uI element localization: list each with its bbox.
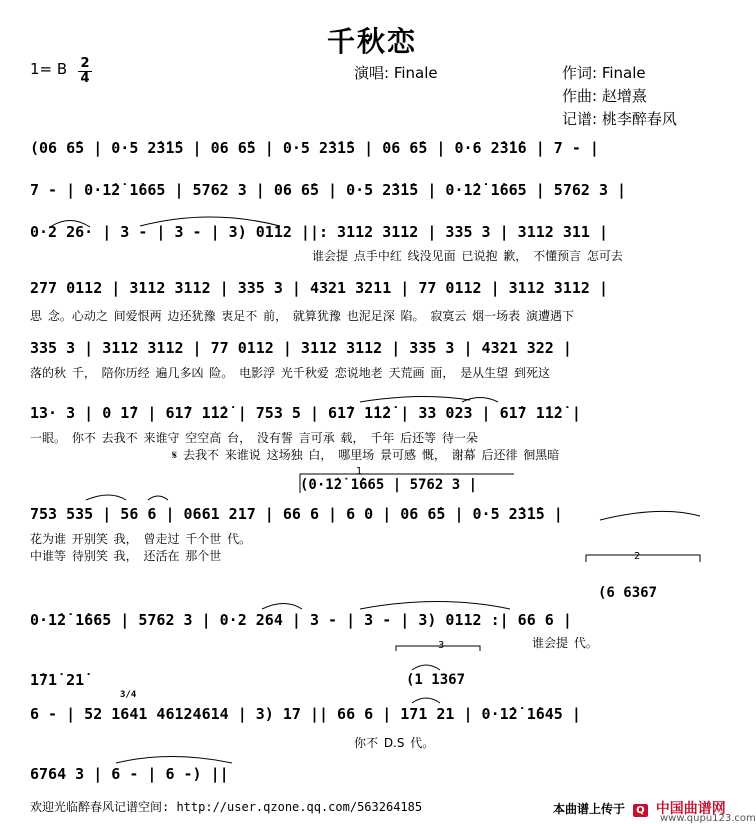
lyric-line: 落的秋 千， 陪你历经 遍几多凶 险。 电影浮 光千秋爱 恋说地老 天荒画 面， 是从生望 到死这 xyxy=(30,366,550,380)
lyric-line: 一眼。 你不 去我不 来谁守 空空高 台， 没有誓 言可承 载， 千年 后还等 待一朵 xyxy=(30,431,478,445)
score-title: 千秋恋 xyxy=(326,25,417,58)
site-logo-text[interactable]: 中国曲谱网 xyxy=(655,801,726,817)
tuplet-bracket xyxy=(586,555,700,562)
key-signature: 1= B xyxy=(30,60,68,78)
triplet-bracket xyxy=(396,646,480,651)
notation-line: 335 3 | 3112 3112 | 77 0112 | 3112 3112 | 335 3 | 4321 322 | xyxy=(30,339,572,357)
singer-credit: 演唱: Finale xyxy=(354,64,438,82)
lyric-line: 思 念。心动之 间爱恨两 边还犹豫 衷足不 前， 就算犹豫 也泥足深 陷。 寂寞云 烟一场表 演遭遇下 xyxy=(30,309,574,323)
slur xyxy=(600,511,700,520)
slur xyxy=(140,217,280,226)
slur xyxy=(50,221,90,228)
lyric-line: 中谁等 待别笑 我， 还活在 那个世 xyxy=(30,549,222,563)
time-signature: 2 4 xyxy=(78,58,92,85)
lyric-line: 花为谁 开别笑 我， 曾走过 千个世 代。 xyxy=(30,532,252,546)
slur xyxy=(360,396,470,402)
time-change-mark: 3/4 xyxy=(120,690,137,700)
volta-label: 1 xyxy=(356,466,363,477)
tuplet-label: 2 xyxy=(634,551,641,562)
transcriber-credit: 记谱: 桃李醉春风 xyxy=(562,110,677,128)
lyric-line: 𝄋 去我不 来谁说 这场独 白， 哪里场 景可感 慨， 谢幕 后还徘 徊黑暗 xyxy=(172,448,560,462)
notation-line: 277 0112 | 3112 3112 | 335 3 | 4321 3211 | 77 0112 | 3112 3112 | xyxy=(30,279,608,297)
notation-line: 753 535 | 56 6 | 0661 217 | 66 6 | 6 0 | 06 6̇5 | 0·5 2̇3̇1̇5 | xyxy=(30,505,563,523)
composer-credit: 作曲: 赵增熹 xyxy=(562,87,647,105)
notation-line: 7 - | 0·1̇2̇ 1̇665 | 5762 3 | 06 6̇5 | 0·5 2̇3̇1̇5 | 0·1̇2̇ 1̇665 | 5762 3 | xyxy=(30,181,627,199)
notation-line: 0·2 26· | 3 - | 3 - | 3) 0112 ||: 3112 3112 | 335 3 | 3112 311 | xyxy=(30,223,608,241)
footer-credit: 欢迎光临醉春风记谱空间: http://user.qzone.qq.com/563264185 xyxy=(30,800,423,814)
notation-line: (1 1367 xyxy=(406,672,466,688)
slur xyxy=(148,496,168,500)
slur xyxy=(86,495,126,500)
lyric-line: 谁会提 点手中红 线没见面 已说抱 歉， 不懂预言 怎可去 xyxy=(312,249,623,263)
volta-bracket xyxy=(300,474,514,493)
slur xyxy=(262,604,302,610)
lyricist-credit: 作词: Finale xyxy=(562,64,646,82)
notation-line: 1̇71̇ 21̇ xyxy=(30,671,85,689)
notation-line: (0·1̇2̇ 1̇665 | 5762 3 | xyxy=(300,477,478,493)
triplet-label: 3 xyxy=(438,640,445,651)
site-logo-icon: Q xyxy=(633,804,648,817)
slur xyxy=(462,398,498,403)
notation-line: (6 6367 xyxy=(598,585,658,601)
footer-upload-text: 本曲谱上传于 xyxy=(553,802,626,816)
notation-line: 6764 3 | 6 - | 6 -) || xyxy=(30,765,229,783)
lyric-line: 谁会提 代。 xyxy=(532,636,598,650)
notation-line: (06 6̇5 | 0·5 2̇3̇1̇5 | 06 6̇5 | 0·5 2̇3̇1̇5 | 06 6̇5 | 0·6 2̇3̇1̇6 | 7 - | xyxy=(30,139,599,157)
notation-line: 13· 3 | 0 1̇7 | 61̇7 1̇1̇2̇ | 753 5 | 61̇7 1̇1̇2̇ | 33 023 | 61̇7 1̇1̇2̇ | xyxy=(30,404,581,422)
slur xyxy=(360,602,510,610)
site-logo-url[interactable]: www.qupu123.com xyxy=(660,813,756,824)
slur xyxy=(116,757,232,764)
slur xyxy=(412,665,440,670)
lyric-line: 你不 D.S 代。 xyxy=(354,736,435,750)
notation-line: 6 - | 52 1641 46124614 | 3) 17 || 66 6 | 171 21 | 0·1̇2̇ 1̇645 | xyxy=(30,705,581,723)
notation-line: 0·1̇2̇ 1̇665 | 5762 3 | 0·2 264 | 3 - | 3 - | 3) 0112 :| 66 6 | xyxy=(30,611,572,629)
slur xyxy=(412,698,440,703)
